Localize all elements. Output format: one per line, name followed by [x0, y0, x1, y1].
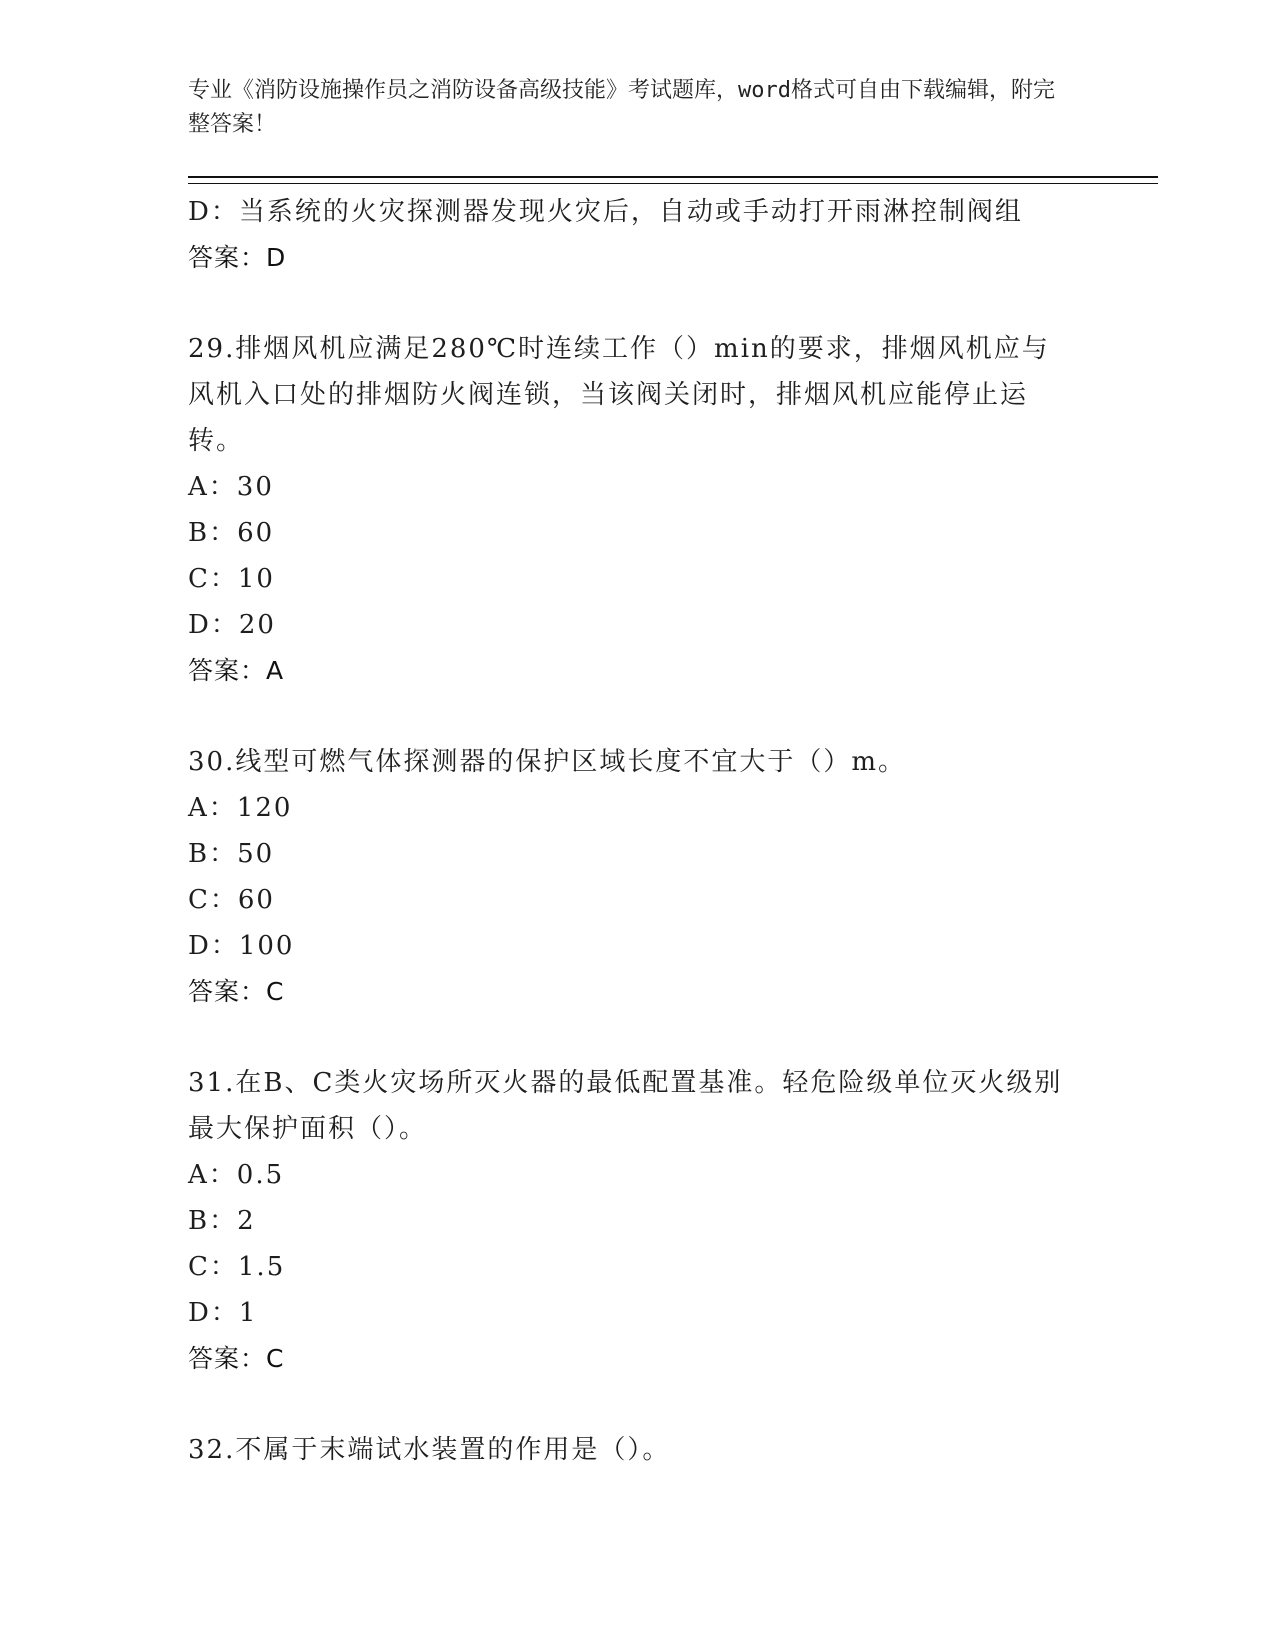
option-a: A：120	[188, 793, 293, 823]
question-stem: 30.线型可燃气体探测器的保护区域长度不宜大于（）m。	[188, 747, 907, 777]
option-b: B：2	[188, 1206, 256, 1236]
question-30	[188, 739, 1068, 1015]
prev-option-d: D：当系统的火灾探测器发现火灾后，自动或手动打开雨淋控制阀组	[188, 197, 1023, 227]
question-29	[188, 326, 1068, 694]
answer: 答案：C	[188, 1344, 285, 1373]
header-rule-thin	[188, 183, 1158, 184]
question-stem: 29.排烟风机应满足280℃时连续工作（）min的要求，排烟风机应与风机入口处的排烟防火阀连锁，当该阀关闭时，排烟风机应能停止运转。	[188, 334, 1050, 456]
prev-answer: 答案：D	[188, 243, 287, 272]
option-c: C：1.5	[188, 1252, 286, 1282]
question-32	[188, 1427, 1068, 1473]
question-stem: 32.不属于末端试水装置的作用是（）。	[188, 1435, 671, 1465]
answer: 答案：C	[188, 977, 285, 1006]
option-d: D：1	[188, 1298, 258, 1328]
option-d: D：100	[188, 931, 295, 961]
question-stem: 31.在B、C类火灾场所灭火器的最低配置基准。轻危险级单位灭火级别最大保护面积（）。	[188, 1068, 1063, 1144]
header-rule-thick	[188, 176, 1158, 178]
option-b: B：50	[188, 839, 275, 869]
option-a: A：0.5	[188, 1160, 285, 1190]
option-a: A：30	[188, 472, 274, 502]
question-31	[188, 1060, 1068, 1382]
option-d: D：20	[188, 610, 276, 640]
question-content	[188, 189, 1068, 1473]
option-b: B：60	[188, 518, 275, 548]
option-c: C：60	[188, 885, 275, 915]
document-header: 专业《消防设施操作员之消防设备高级技能》考试题库，word格式可自由下载编辑，附完整答案！	[188, 78, 1055, 137]
answer: 答案：A	[188, 656, 285, 685]
option-c: C：10	[188, 564, 275, 594]
